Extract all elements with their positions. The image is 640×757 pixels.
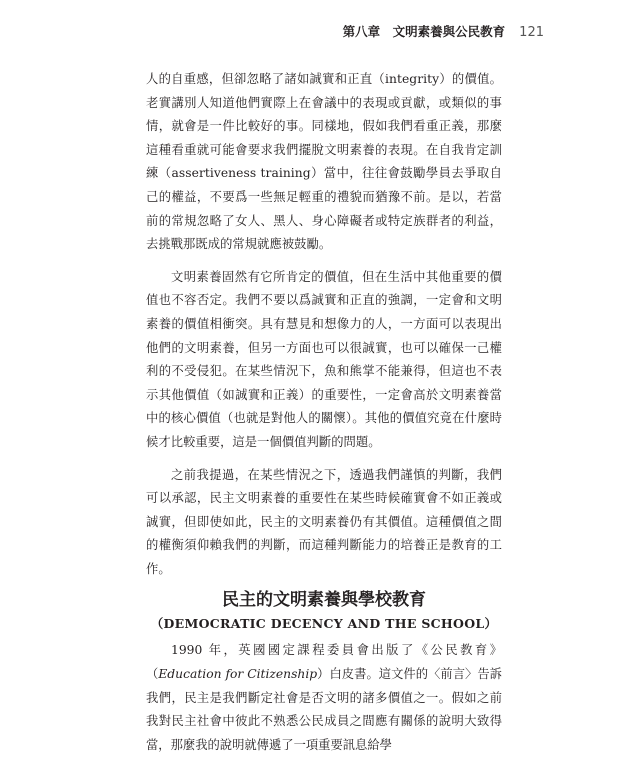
paragraph-gap — [146, 455, 502, 464]
section-subheading: （DEMOCRATIC DECENCY AND THE SCHOOL） — [150, 616, 498, 632]
paragraph-3: 之前我提過，在某些情況之下，透過我們謹慎的判斷，我們可以承認，民主文明素養的重要性在某些時候確實會不如正義或誠實，但即使如此，民主的文明素養仍有其價值。這種價值之間的權衡須仰賴我們的判斷，而這種判斷能力的培養正是教育的工作。 — [146, 467, 502, 576]
body-text — [146, 68, 502, 757]
section-lead-paragraph — [146, 639, 502, 757]
paragraph-1: 人的自重感，但卻忽略了諸如誠實和正直（integrity）的價值。老實講別人知道他們實際上在會議中的表現或貢獻，或類似的事情，就會是一件比較好的事。同樣地，假如我們看重正義，那麼這種看重就可能會要求我們擺脫文明素養的表現。在自我肯定訓練（assertiveness training）當中，往往會鼓勵學員去爭取自己的權益，不要爲一些無足輕重的禮貌而猶豫不前。是以，若當前的常規忽略了女人、黑人、身心障礙者或特定族群者的利益，去挑戰那既成的常規就應被鼓勵。 — [146, 72, 502, 252]
section-heading: 民主的文明素養與學校教育 — [222, 590, 426, 611]
paragraph-2: 文明素養固然有它所肯定的價值，但在生活中其他重要的價值也不容否定。我們不要以爲誠實和正直的強調，一定會和文明素養的價值相衝突。具有慧見和想像力的人，一方面可以表現出他們的文明素養，但另一方面也可以很誠實，也可以確保一己權利的不受侵犯。在某些情況下，魚和熊掌不能兼得，但這也不表示其他價值（如誠實和正義）的重要性，一定會高於文明素養當中的核心價值（也就是對他人的關懷）。其他的價值究竟在什麼時候才比較重要，這是一個價值判斷的問題。 — [146, 269, 502, 449]
paragraph-gap — [146, 257, 502, 266]
lead-italic-title: Education for Citizenship — [158, 667, 318, 682]
lead-text-end: ）白皮書。這文件的〈前言〉告訴我們，民主是我們斷定社會是否文明的諸多價值之一。假如之前我對民主社會中彼此不熟悉公民成員之間應有關係的說明大致得當，那麼我的說明就傳遞了一項重要訊息給學 — [146, 667, 502, 752]
page-number: 121 — [519, 25, 544, 40]
lead-text-start: 1990 年，英國國定課程委員會出版了《公民教育》（ — [146, 643, 502, 682]
chapter-title: 第八章 文明素養與公民教育 — [342, 24, 506, 39]
running-head — [343, 22, 544, 42]
